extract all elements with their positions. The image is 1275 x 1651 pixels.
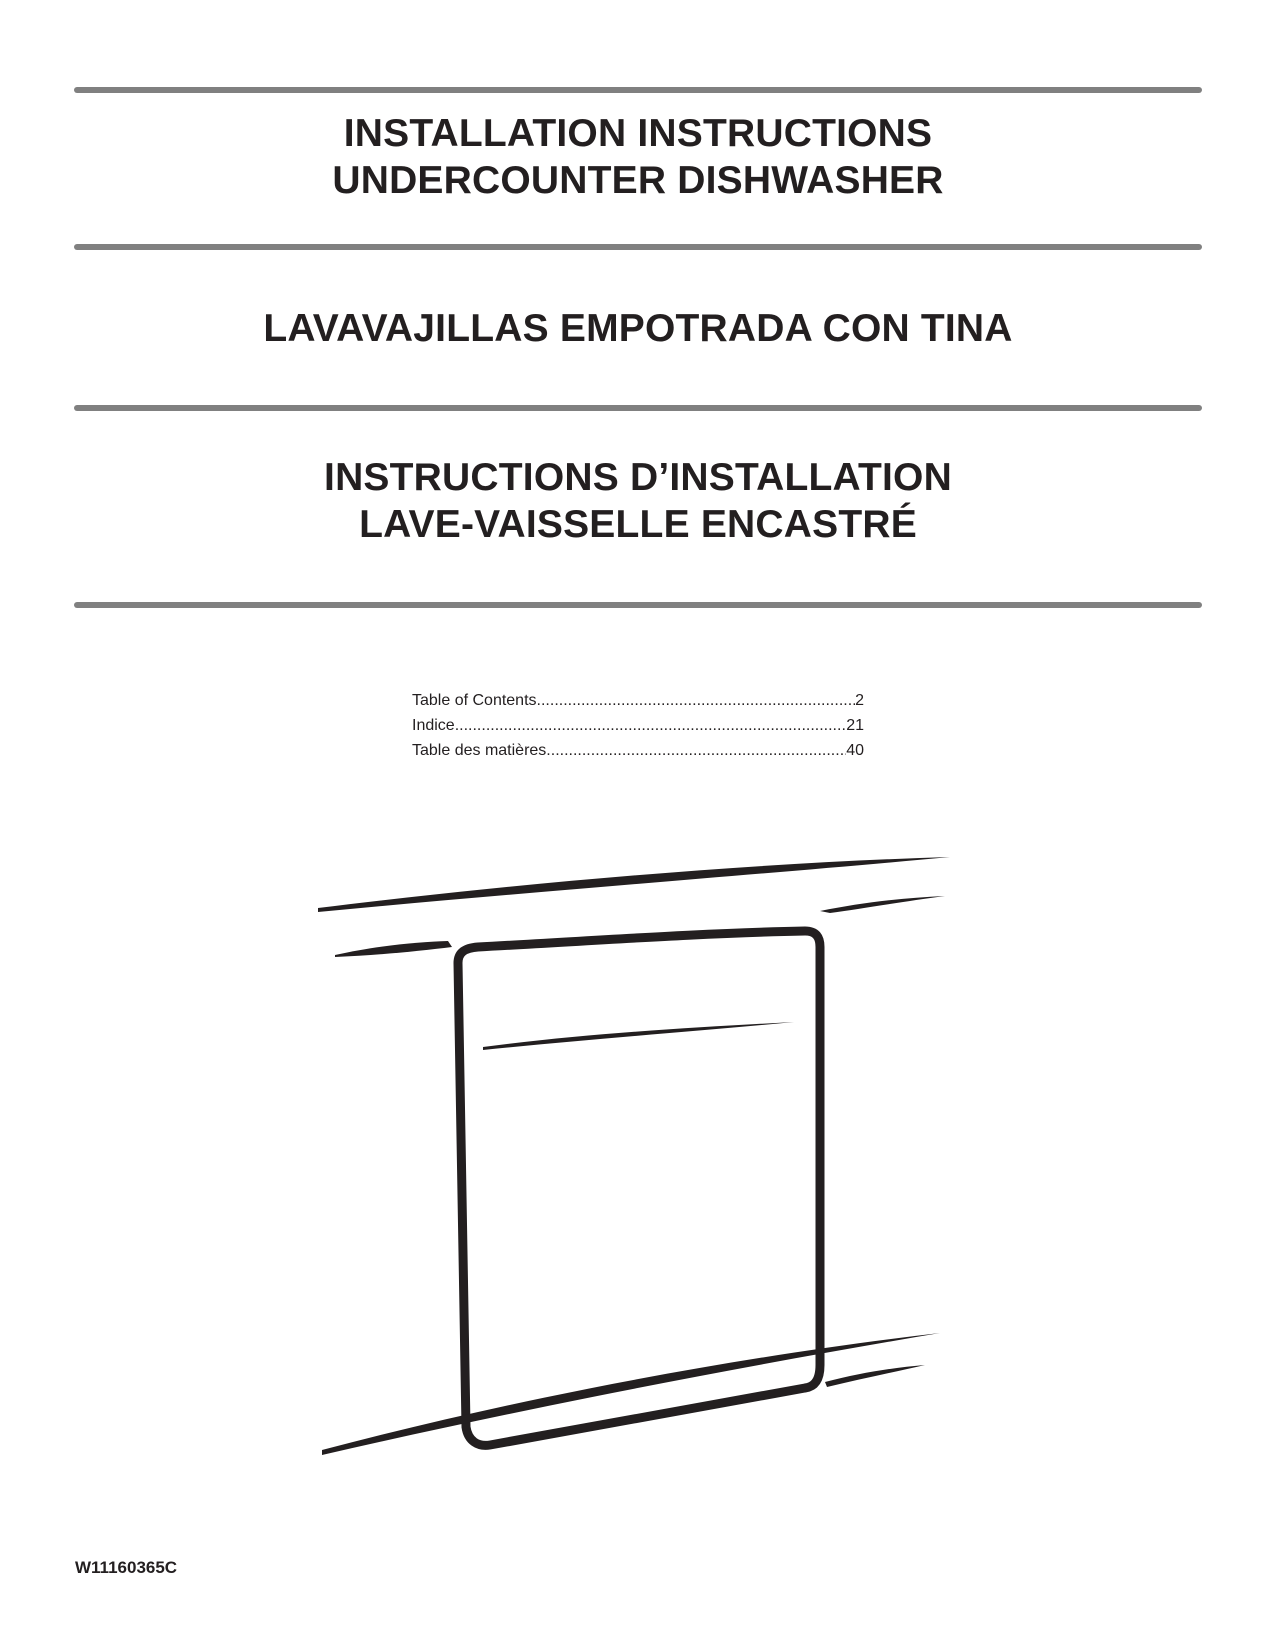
countertop-stroke: [318, 857, 950, 912]
toe-kick-right-stroke: [825, 1365, 925, 1387]
toc-label: Table of Contents: [412, 692, 537, 709]
english-title-line-2: UNDERCOUNTER DISHWASHER: [332, 159, 944, 202]
toc-entry-french[interactable]: [412, 738, 864, 763]
spanish-title: [74, 305, 1202, 352]
dishwasher-outline-icon: [300, 855, 980, 1495]
toc-page-number: 40: [846, 742, 864, 759]
toc-entry-spanish[interactable]: [412, 713, 864, 738]
spanish-title-line-1: LAVAVAJILLAS EMPOTRADA CON TINA: [263, 307, 1013, 350]
english-title-line-1: INSTALLATION INSTRUCTIONS: [343, 112, 933, 155]
door-outline: [458, 931, 820, 1445]
divider-4: [74, 602, 1202, 608]
toc-leader: [455, 713, 847, 738]
toc-leader: [537, 688, 856, 713]
toc-leader: [546, 738, 846, 763]
part-number: W11160365C: [75, 1558, 178, 1577]
divider-3: [74, 405, 1202, 411]
top-divider: [74, 87, 1202, 93]
table-of-contents: [412, 688, 864, 763]
toc-page-number: 21: [846, 717, 864, 734]
toc-label: Indice: [412, 717, 455, 734]
divider-2: [74, 244, 1202, 250]
french-title: [74, 454, 1202, 548]
french-title-line-1: INSTRUCTIONS D’INSTALLATION: [324, 456, 952, 499]
countertop-left-stroke: [335, 941, 452, 957]
toc-page-number: 2: [855, 692, 864, 709]
english-title: [74, 110, 1202, 204]
french-title-line-2: LAVE-VAISSELLE ENCASTRÉ: [359, 503, 917, 546]
toc-label: Table des matières: [412, 742, 547, 759]
toc-entry-english[interactable]: [412, 688, 864, 713]
kickplate-stroke: [322, 1333, 940, 1455]
control-panel-line: [483, 1022, 794, 1050]
countertop-right-stroke: [820, 896, 945, 913]
